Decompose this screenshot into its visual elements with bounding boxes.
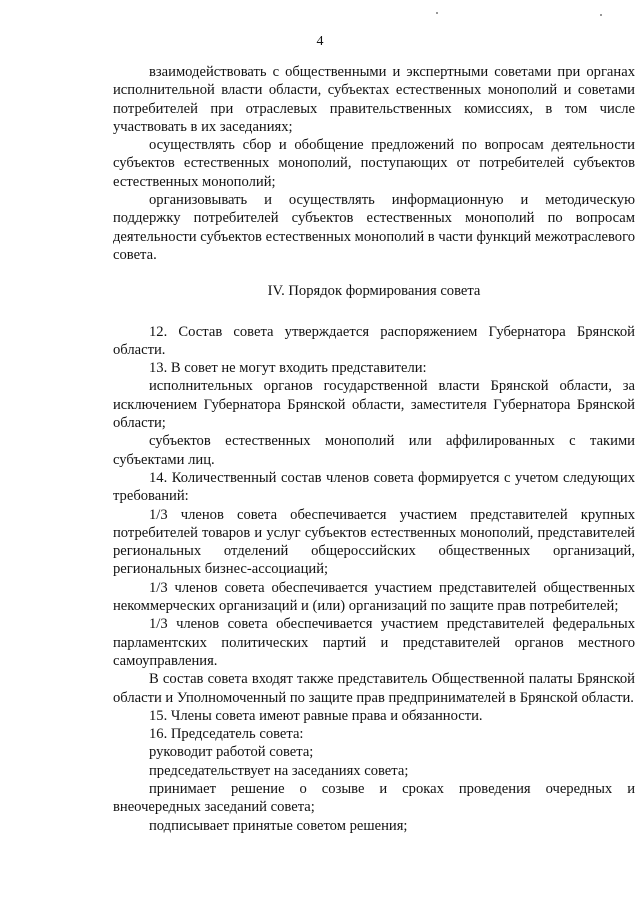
scan-speck	[600, 14, 602, 16]
paragraph: 13. В совет не могут входить представители:	[149, 360, 427, 377]
paragraph: организовывать и осуществлять информационную и методическую поддержку потребителей субъектов естественных монополий по вопросам деятельности субъектов естественных монополий в части функций межотраслевого совета.	[113, 192, 635, 263]
paragraph: 1/3 членов совета обеспечивается участием представителей федеральных парламентских политических партий и представителей органов местного самоуправления.	[113, 616, 635, 669]
paragraph: руководит работой совета;	[149, 744, 314, 761]
paragraph: принимает решение о созыве и сроках проведения очередных и внеочередных заседаний совета;	[113, 780, 635, 816]
document-body	[113, 63, 635, 835]
paragraph: 1/3 членов совета обеспечивается участием представителей крупных потребителей товаров и услуг субъектов естественных монополий, представителей региональных отделений общероссийских общественных организаций, региональных бизнес-ассоциаций;	[113, 506, 635, 578]
page-number: 4	[316, 34, 324, 49]
paragraph: взаимодействовать с общественными и экспертными советами при органах исполнительной власти области, субъектах естественных монополий и советами потребителей при отраслевых правительственных комиссиях, в том числе участвовать в их заседаниях;	[113, 64, 635, 135]
section-heading: IV. Порядок формирования совета	[267, 283, 481, 300]
paragraph: 16. Председатель совета:	[149, 726, 304, 743]
paragraph: подписывает принятые советом решения;	[149, 817, 408, 834]
scan-speck	[436, 12, 438, 14]
paragraph: субъектов естественных монополий или аффилированных с такими субъектами лиц.	[113, 433, 635, 468]
paragraph: 14. Количественный состав членов совета формируется с учетом следующих требований:	[113, 469, 635, 505]
paragraph: исполнительных органов государственной власти Брянской области, за исключением Губернатора Брянской области, заместителя Губернатора Брянской области;	[113, 378, 635, 432]
paragraph: председательствует на заседаниях совета;	[149, 762, 409, 779]
paragraph: 15. Члены совета имеют равные права и обязанности.	[149, 707, 483, 724]
paragraph: осуществлять сбор и обобщение предложений по вопросам деятельности субъектов естественных монополий, поступающих от потребителей субъектов естественных монополий;	[113, 137, 635, 190]
paragraph: В состав совета входят также представитель Общественной палаты Брянской области и Уполномоченный по защите прав предпринимателей в Брянской области.	[113, 671, 635, 706]
paragraph: 12. Состав совета утверждается распоряжением Губернатора Брянской области.	[113, 323, 635, 358]
paragraph: 1/3 членов совета обеспечивается участием представителей общественных некоммерческих организаций и (или) организаций по защите прав потребителей;	[113, 579, 635, 615]
